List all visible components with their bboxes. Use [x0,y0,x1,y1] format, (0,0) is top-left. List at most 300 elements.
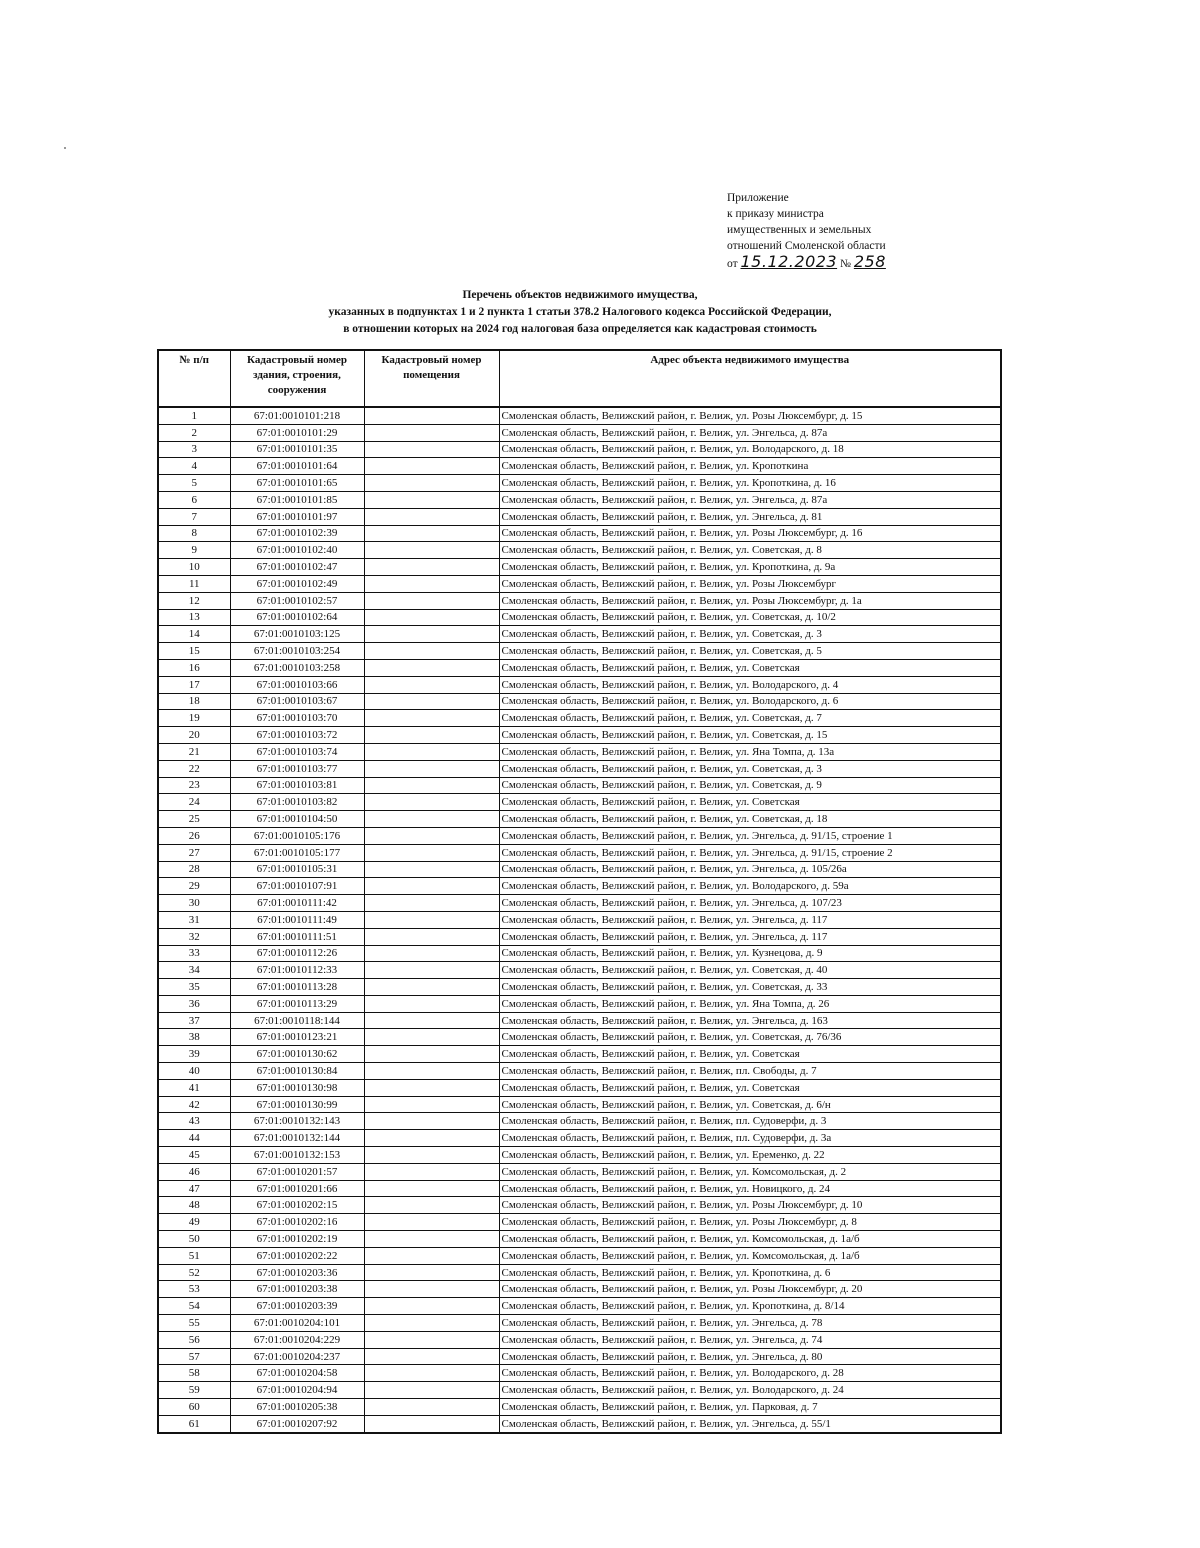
table-row [158,525,1001,542]
building-cadastral-number: 67:01:0010201:66 [230,1180,364,1197]
building-cadastral-number: 67:01:0010112:33 [230,962,364,979]
object-address: Смоленская область, Велижский район, г. Велиж, ул. Володарского, д. 18 [499,441,1001,458]
table-row [158,407,1001,424]
building-cadastral-number: 67:01:0010103:254 [230,643,364,660]
object-address: Смоленская область, Велижский район, г. Велиж, пл. Свободы, д. 7 [499,1063,1001,1080]
object-address: Смоленская область, Велижский район, г. Велиж, ул. Энгельса, д. 74 [499,1331,1001,1348]
row-number: 49 [158,1214,230,1231]
row-number: 25 [158,811,230,828]
object-address: Смоленская область, Велижский район, г. Велиж, ул. Советская, д. 8 [499,542,1001,559]
room-cadastral-number [364,1079,499,1096]
room-cadastral-number [364,1163,499,1180]
building-cadastral-number: 67:01:0010101:218 [230,407,364,424]
room-cadastral-number [364,1113,499,1130]
room-cadastral-number [364,1298,499,1315]
building-cadastral-number: 67:01:0010132:143 [230,1113,364,1130]
row-number: 58 [158,1365,230,1382]
building-cadastral-number: 67:01:0010103:72 [230,727,364,744]
row-number: 3 [158,441,230,458]
building-cadastral-number: 67:01:0010111:42 [230,895,364,912]
object-address: Смоленская область, Велижский район, г. Велиж, ул. Энгельса, д. 55/1 [499,1415,1001,1432]
row-number: 55 [158,1315,230,1332]
building-cadastral-number: 67:01:0010113:29 [230,995,364,1012]
room-cadastral-number [364,1247,499,1264]
room-cadastral-number [364,1399,499,1416]
row-number: 11 [158,575,230,592]
object-address: Смоленская область, Велижский район, г. Велиж, пл. Судоверфи, д. 3 [499,1113,1001,1130]
building-cadastral-number: 67:01:0010205:38 [230,1399,364,1416]
object-address: Смоленская область, Велижский район, г. Велиж, ул. Новицкого, д. 24 [499,1180,1001,1197]
room-cadastral-number [364,1382,499,1399]
row-number: 51 [158,1247,230,1264]
building-cadastral-number: 67:01:0010203:39 [230,1298,364,1315]
room-cadastral-number [364,626,499,643]
object-address: Смоленская область, Велижский район, г. Велиж, ул. Советская [499,1046,1001,1063]
table-row [158,609,1001,626]
room-cadastral-number [364,1315,499,1332]
room-cadastral-number [364,811,499,828]
room-cadastral-number [364,1130,499,1147]
table-row [158,1096,1001,1113]
object-address: Смоленская область, Велижский район, г. Велиж, ул. Розы Люксембург, д. 1а [499,592,1001,609]
building-cadastral-number: 67:01:0010103:77 [230,760,364,777]
building-cadastral-number: 67:01:0010204:101 [230,1315,364,1332]
row-number: 45 [158,1147,230,1164]
row-number: 32 [158,928,230,945]
title-line-2: указанных в подпунктах 1 и 2 пункта 1 статьи 378.2 Налогового кодекса Российской Федерации, [328,306,832,318]
table-row [158,643,1001,660]
building-cadastral-number: 67:01:0010204:229 [230,1331,364,1348]
room-cadastral-number [364,1365,499,1382]
object-address: Смоленская область, Велижский район, г. Велиж, ул. Энгельса, д. 78 [499,1315,1001,1332]
row-number: 43 [158,1113,230,1130]
object-address: Смоленская область, Велижский район, г. Велиж, ул. Энгельса, д. 91/15, строение 2 [499,844,1001,861]
row-number: 12 [158,592,230,609]
table-row [158,1382,1001,1399]
object-address: Смоленская область, Велижский район, г. Велиж, ул. Советская, д. 18 [499,811,1001,828]
object-address: Смоленская область, Велижский район, г. Велиж, ул. Кропоткина, д. 8/14 [499,1298,1001,1315]
building-cadastral-number: 67:01:0010202:22 [230,1247,364,1264]
annex-line-3: имущественных и земельных [727,224,872,236]
building-cadastral-number: 67:01:0010203:38 [230,1281,364,1298]
object-address: Смоленская область, Велижский район, г. Велиж, ул. Розы Люксембург, д. 16 [499,525,1001,542]
building-cadastral-number: 67:01:0010105:177 [230,844,364,861]
row-number: 33 [158,945,230,962]
building-cadastral-number: 67:01:0010105:176 [230,827,364,844]
annex-line-4: отношений Смоленской области [727,240,886,252]
room-cadastral-number [364,1264,499,1281]
table-row [158,777,1001,794]
row-number: 10 [158,559,230,576]
table-row [158,1063,1001,1080]
row-number: 18 [158,693,230,710]
room-cadastral-number [364,1231,499,1248]
object-address: Смоленская область, Велижский район, г. Велиж, ул. Советская, д. 6/н [499,1096,1001,1113]
room-cadastral-number [364,878,499,895]
table-row [158,575,1001,592]
room-cadastral-number [364,693,499,710]
building-cadastral-number: 67:01:0010103:125 [230,626,364,643]
table-row [158,827,1001,844]
room-cadastral-number [364,995,499,1012]
row-number: 46 [158,1163,230,1180]
row-number: 47 [158,1180,230,1197]
object-address: Смоленская область, Велижский район, г. Велиж, ул. Еременко, д. 22 [499,1147,1001,1164]
row-number: 21 [158,743,230,760]
table-row [158,979,1001,996]
object-address: Смоленская область, Велижский район, г. Велиж, ул. Володарского, д. 59а [499,878,1001,895]
table-row [158,693,1001,710]
row-number: 38 [158,1029,230,1046]
table-row [158,1147,1001,1164]
row-number: 28 [158,861,230,878]
room-cadastral-number [364,1012,499,1029]
object-address: Смоленская область, Велижский район, г. Велиж, ул. Советская [499,1079,1001,1096]
building-cadastral-number: 67:01:0010207:92 [230,1415,364,1432]
annex-date-line [727,254,886,272]
building-cadastral-number: 67:01:0010103:67 [230,693,364,710]
row-number: 29 [158,878,230,895]
building-cadastral-number: 67:01:0010202:16 [230,1214,364,1231]
table-row [158,811,1001,828]
room-cadastral-number [364,895,499,912]
object-address: Смоленская область, Велижский район, г. Велиж, ул. Кропоткина, д. 9а [499,559,1001,576]
row-number: 20 [158,727,230,744]
table-row [158,1113,1001,1130]
row-number: 8 [158,525,230,542]
object-address: Смоленская область, Велижский район, г. Велиж, ул. Советская, д. 10/2 [499,609,1001,626]
room-cadastral-number [364,1147,499,1164]
row-number: 59 [158,1382,230,1399]
row-number: 61 [158,1415,230,1432]
building-cadastral-number: 67:01:0010111:49 [230,911,364,928]
row-number: 53 [158,1281,230,1298]
building-cadastral-number: 67:01:0010103:82 [230,794,364,811]
object-address: Смоленская область, Велижский район, г. Велиж, ул. Яна Томпа, д. 13а [499,743,1001,760]
table-row [158,945,1001,962]
object-address: Смоленская область, Велижский район, г. Велиж, ул. Кропоткина, д. 6 [499,1264,1001,1281]
table-row [158,861,1001,878]
row-number: 23 [158,777,230,794]
annex-line-1: Приложение [727,192,789,204]
room-cadastral-number [364,1197,499,1214]
room-cadastral-number [364,542,499,559]
room-cadastral-number [364,1029,499,1046]
building-cadastral-number: 67:01:0010101:64 [230,458,364,475]
building-cadastral-number: 67:01:0010101:35 [230,441,364,458]
building-cadastral-number: 67:01:0010103:81 [230,777,364,794]
table-row [158,475,1001,492]
handwritten-number: 258 [853,252,886,271]
document-title [200,287,960,338]
row-number: 19 [158,710,230,727]
object-address: Смоленская область, Велижский район, г. Велиж, ул. Энгельса, д. 117 [499,928,1001,945]
building-cadastral-number: 67:01:0010123:21 [230,1029,364,1046]
table-row [158,676,1001,693]
object-address: Смоленская область, Велижский район, г. Велиж, ул. Розы Люксембург [499,575,1001,592]
row-number: 30 [158,895,230,912]
table-row [158,1281,1001,1298]
row-number: 35 [158,979,230,996]
building-cadastral-number: 67:01:0010105:31 [230,861,364,878]
object-address: Смоленская область, Велижский район, г. Велиж, ул. Розы Люксембург, д. 20 [499,1281,1001,1298]
table-row [158,508,1001,525]
building-cadastral-number: 67:01:0010107:91 [230,878,364,895]
scan-speck [64,147,66,149]
table-row [158,659,1001,676]
building-cadastral-number: 67:01:0010102:64 [230,609,364,626]
building-cadastral-number: 67:01:0010101:29 [230,424,364,441]
row-number: 41 [158,1079,230,1096]
room-cadastral-number [364,1281,499,1298]
room-cadastral-number [364,559,499,576]
row-number: 27 [158,844,230,861]
room-cadastral-number [364,760,499,777]
row-number: 16 [158,659,230,676]
room-cadastral-number [364,1096,499,1113]
room-cadastral-number [364,794,499,811]
table-row [158,1130,1001,1147]
table-row [158,626,1001,643]
row-number: 5 [158,475,230,492]
room-cadastral-number [364,475,499,492]
row-number: 6 [158,491,230,508]
room-cadastral-number [364,424,499,441]
building-cadastral-number: 67:01:0010202:15 [230,1197,364,1214]
object-address: Смоленская область, Велижский район, г. Велиж, ул. Розы Люксембург, д. 8 [499,1214,1001,1231]
object-address: Смоленская область, Велижский район, г. Велиж, ул. Советская, д. 76/36 [499,1029,1001,1046]
object-address: Смоленская область, Велижский район, г. Велиж, ул. Парковая, д. 7 [499,1399,1001,1416]
building-cadastral-number: 67:01:0010102:49 [230,575,364,592]
row-number: 50 [158,1231,230,1248]
row-number: 36 [158,995,230,1012]
header-address: Адрес объекта недвижимого имущества [499,350,1001,407]
object-address: Смоленская область, Велижский район, г. Велиж, пл. Судоверфи, д. 3а [499,1130,1001,1147]
building-cadastral-number: 67:01:0010102:40 [230,542,364,559]
building-cadastral-number: 67:01:0010132:144 [230,1130,364,1147]
objects-table [157,349,1002,1434]
object-address: Смоленская область, Велижский район, г. Велиж, ул. Энгельса, д. 117 [499,911,1001,928]
room-cadastral-number [364,575,499,592]
row-number: 4 [158,458,230,475]
table-row [158,962,1001,979]
object-address: Смоленская область, Велижский район, г. Велиж, ул. Энгельса, д. 81 [499,508,1001,525]
table-body [158,407,1001,1433]
object-address: Смоленская область, Велижский район, г. Велиж, ул. Энгельса, д. 87а [499,491,1001,508]
room-cadastral-number [364,1331,499,1348]
room-cadastral-number [364,441,499,458]
building-cadastral-number: 67:01:0010202:19 [230,1231,364,1248]
object-address: Смоленская область, Велижский район, г. Велиж, ул. Володарского, д. 28 [499,1365,1001,1382]
room-cadastral-number [364,911,499,928]
building-cadastral-number: 67:01:0010102:47 [230,559,364,576]
table-row [158,559,1001,576]
building-cadastral-number: 67:01:0010130:98 [230,1079,364,1096]
table-row [158,760,1001,777]
table-row [158,1365,1001,1382]
object-address: Смоленская область, Велижский район, г. Велиж, ул. Яна Томпа, д. 26 [499,995,1001,1012]
table-row [158,794,1001,811]
title-line-3: в отношении которых на 2024 год налоговая база определяется как кадастровая стоимость [343,323,817,335]
table-row [158,441,1001,458]
object-address: Смоленская область, Велижский район, г. Велиж, ул. Советская, д. 5 [499,643,1001,660]
building-cadastral-number: 67:01:0010130:84 [230,1063,364,1080]
object-address: Смоленская область, Велижский район, г. Велиж, ул. Кропоткина [499,458,1001,475]
building-cadastral-number: 67:01:0010204:58 [230,1365,364,1382]
table-row [158,844,1001,861]
object-address: Смоленская область, Велижский район, г. Велиж, ул. Кропоткина, д. 16 [499,475,1001,492]
room-cadastral-number [364,1180,499,1197]
room-cadastral-number [364,659,499,676]
building-cadastral-number: 67:01:0010130:99 [230,1096,364,1113]
room-cadastral-number [364,1046,499,1063]
room-cadastral-number [364,609,499,626]
object-address: Смоленская область, Велижский район, г. Велиж, ул. Советская, д. 15 [499,727,1001,744]
room-cadastral-number [364,491,499,508]
room-cadastral-number [364,643,499,660]
table-row [158,1029,1001,1046]
row-number: 54 [158,1298,230,1315]
room-cadastral-number [364,945,499,962]
title-line-1: Перечень объектов недвижимого имущества, [462,289,698,301]
object-address: Смоленская область, Велижский район, г. Велиж, ул. Советская, д. 3 [499,626,1001,643]
room-cadastral-number [364,1415,499,1432]
table-row [158,895,1001,912]
row-number: 9 [158,542,230,559]
object-address: Смоленская область, Велижский район, г. Велиж, ул. Советская, д. 40 [499,962,1001,979]
table-row [158,710,1001,727]
row-number: 22 [158,760,230,777]
room-cadastral-number [364,928,499,945]
table-row [158,1214,1001,1231]
building-cadastral-number: 67:01:0010103:70 [230,710,364,727]
room-cadastral-number [364,979,499,996]
building-cadastral-number: 67:01:0010101:97 [230,508,364,525]
building-cadastral-number: 67:01:0010132:153 [230,1147,364,1164]
table-row [158,1331,1001,1348]
table-row [158,1348,1001,1365]
row-number: 34 [158,962,230,979]
object-address: Смоленская область, Велижский район, г. Велиж, ул. Энгельса, д. 91/15, строение 1 [499,827,1001,844]
object-address: Смоленская область, Велижский район, г. Велиж, ул. Энгельса, д. 105/26а [499,861,1001,878]
row-number: 31 [158,911,230,928]
header-room-cadastral: Кадастровый номер помещения [364,350,499,407]
table-row [158,491,1001,508]
object-address: Смоленская область, Велижский район, г. Велиж, ул. Советская, д. 9 [499,777,1001,794]
object-address: Смоленская область, Велижский район, г. Велиж, ул. Энгельса, д. 87а [499,424,1001,441]
building-cadastral-number: 67:01:0010102:39 [230,525,364,542]
room-cadastral-number [364,458,499,475]
object-address: Смоленская область, Велижский район, г. Велиж, ул. Комсомольская, д. 2 [499,1163,1001,1180]
row-number: 37 [158,1012,230,1029]
row-number: 48 [158,1197,230,1214]
table-row [158,743,1001,760]
table-row [158,1012,1001,1029]
table-row [158,878,1001,895]
table-row [158,424,1001,441]
table-row [158,1399,1001,1416]
building-cadastral-number: 67:01:0010130:62 [230,1046,364,1063]
object-address: Смоленская область, Велижский район, г. Велиж, ул. Кузнецова, д. 9 [499,945,1001,962]
row-number: 26 [158,827,230,844]
room-cadastral-number [364,827,499,844]
building-cadastral-number: 67:01:0010101:65 [230,475,364,492]
row-number: 13 [158,609,230,626]
table-row [158,1264,1001,1281]
room-cadastral-number [364,777,499,794]
room-cadastral-number [364,592,499,609]
annex-line-2: к приказу министра [727,208,824,220]
row-number: 56 [158,1331,230,1348]
building-cadastral-number: 67:01:0010204:237 [230,1348,364,1365]
room-cadastral-number [364,525,499,542]
room-cadastral-number [364,1348,499,1365]
building-cadastral-number: 67:01:0010102:57 [230,592,364,609]
object-address: Смоленская область, Велижский район, г. Велиж, ул. Советская, д. 3 [499,760,1001,777]
object-address: Смоленская область, Велижский район, г. Велиж, ул. Энгельса, д. 107/23 [499,895,1001,912]
room-cadastral-number [364,962,499,979]
object-address: Смоленская область, Велижский район, г. Велиж, ул. Володарского, д. 4 [499,676,1001,693]
building-cadastral-number: 67:01:0010112:26 [230,945,364,962]
number-prefix: № [839,258,851,270]
object-address: Смоленская область, Велижский район, г. Велиж, ул. Комсомольская, д. 1а/б [499,1247,1001,1264]
date-prefix: от [727,258,738,270]
row-number: 39 [158,1046,230,1063]
object-address: Смоленская область, Велижский район, г. Велиж, ул. Советская [499,794,1001,811]
table-row [158,1315,1001,1332]
table-row [158,1197,1001,1214]
object-address: Смоленская область, Велижский район, г. Велиж, ул. Володарского, д. 6 [499,693,1001,710]
table-row [158,928,1001,945]
handwritten-date: 15.12.2023 [740,252,838,271]
object-address: Смоленская область, Велижский район, г. Велиж, ул. Розы Люксембург, д. 10 [499,1197,1001,1214]
annex-block [727,190,886,272]
object-address: Смоленская область, Велижский район, г. Велиж, ул. Энгельса, д. 163 [499,1012,1001,1029]
row-number: 14 [158,626,230,643]
building-cadastral-number: 67:01:0010101:85 [230,491,364,508]
room-cadastral-number [364,676,499,693]
object-address: Смоленская область, Велижский район, г. Велиж, ул. Розы Люксембург, д. 15 [499,407,1001,424]
room-cadastral-number [364,1214,499,1231]
row-number: 52 [158,1264,230,1281]
table-row [158,995,1001,1012]
object-address: Смоленская область, Велижский район, г. Велиж, ул. Энгельса, д. 80 [499,1348,1001,1365]
row-number: 44 [158,1130,230,1147]
building-cadastral-number: 67:01:0010118:144 [230,1012,364,1029]
room-cadastral-number [364,861,499,878]
row-number: 42 [158,1096,230,1113]
room-cadastral-number [364,1063,499,1080]
room-cadastral-number [364,743,499,760]
room-cadastral-number [364,508,499,525]
building-cadastral-number: 67:01:0010111:51 [230,928,364,945]
object-address: Смоленская область, Велижский район, г. Велиж, ул. Комсомольская, д. 1а/б [499,1231,1001,1248]
table-row [158,1180,1001,1197]
room-cadastral-number [364,710,499,727]
row-number: 1 [158,407,230,424]
table-row [158,1415,1001,1432]
object-address: Смоленская область, Велижский район, г. Велиж, ул. Советская, д. 7 [499,710,1001,727]
row-number: 60 [158,1399,230,1416]
table-row [158,727,1001,744]
row-number: 40 [158,1063,230,1080]
row-number: 15 [158,643,230,660]
building-cadastral-number: 67:01:0010113:28 [230,979,364,996]
object-address: Смоленская область, Велижский район, г. Велиж, ул. Советская [499,659,1001,676]
building-cadastral-number: 67:01:0010103:74 [230,743,364,760]
room-cadastral-number [364,844,499,861]
room-cadastral-number [364,727,499,744]
